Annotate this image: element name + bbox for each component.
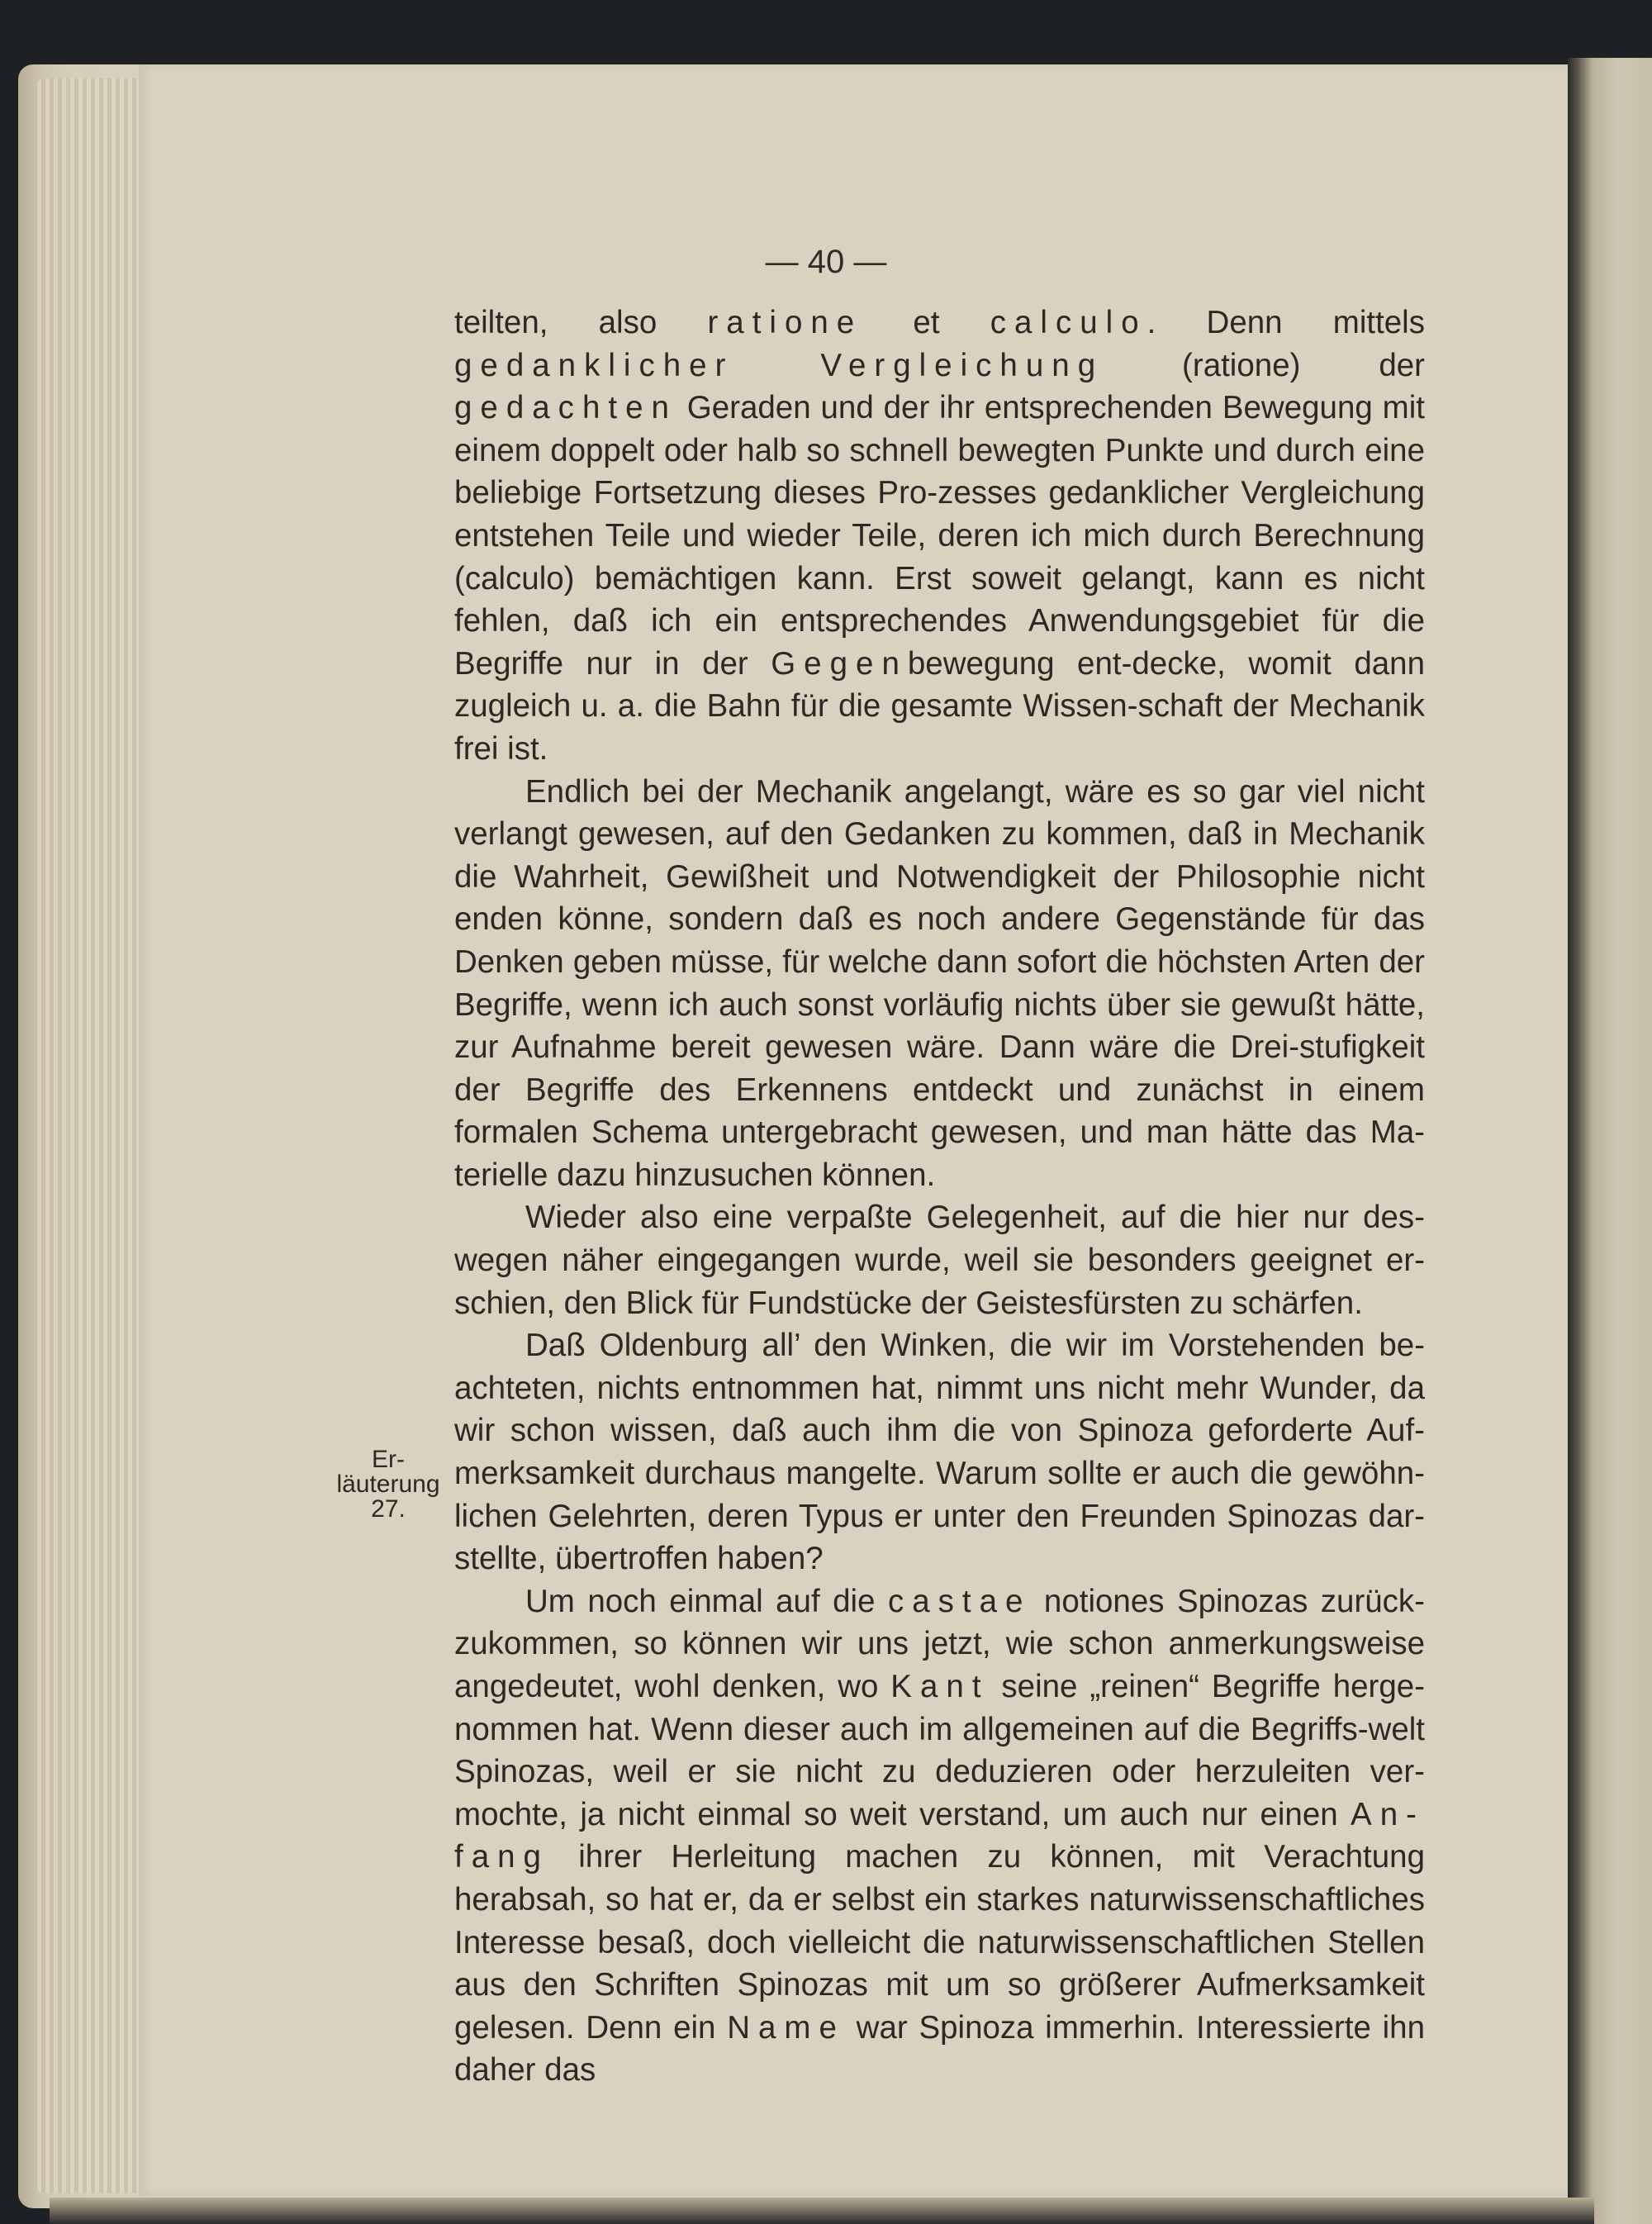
text-run: Um noch einmal auf die bbox=[525, 1583, 888, 1619]
text-run: ihrer Herleitung machen zu können, mit Verachtung herabsah, so hat er, da er selbst ein starkes naturwissenschaftliches Interesse besaß, doch vielleicht die naturwissenschaftlichen Stellen aus den Schriften Spinozas mit um so größerer Aufmerksamkeit gelesen. Denn ein bbox=[454, 1839, 1425, 2046]
body-text bbox=[454, 302, 1425, 2092]
spaced-emphasis: gedachten bbox=[454, 390, 677, 426]
bottom-shadow bbox=[50, 2198, 1594, 2224]
spaced-emphasis: Gegen bbox=[771, 645, 908, 682]
paragraph bbox=[454, 771, 1425, 1197]
margin-note-line: Er- bbox=[372, 1446, 405, 1473]
page-number: — 40 — bbox=[765, 244, 887, 280]
margin-note bbox=[330, 1447, 446, 1522]
spaced-emphasis: Name bbox=[727, 2009, 845, 2046]
spaced-emphasis: Kant bbox=[890, 1669, 990, 1704]
paragraph bbox=[454, 1580, 1425, 2092]
paragraph bbox=[454, 1324, 1425, 1580]
text-run: teilten, also bbox=[454, 305, 708, 340]
margin-note-line: läuterung bbox=[336, 1471, 440, 1498]
paragraph bbox=[454, 302, 1425, 771]
text-run: seine „reinen“ Begriffe herge-nommen hat. Wenn dieser auch im allgemeinen auf die Begriffs-welt Spinozas, weil er sie nicht zu deduzieren oder herzuleiten ver-mochte, ja nicht einmal so weit verstand, um auch nur einen bbox=[454, 1669, 1425, 1832]
text-run: Wieder also eine verpaßte Gelegenheit, auf die hier nur des-wegen näher eingegangen wurde, weil sie besonders geeignet er-schien, den Blick für Fundstücke der Geistesfürsten zu schärfen. bbox=[454, 1200, 1425, 1321]
spaced-emphasis: calculo bbox=[990, 305, 1147, 340]
book-gutter bbox=[1568, 58, 1652, 2224]
margin-note-line: 27. bbox=[371, 1495, 406, 1523]
text-run: Geraden und der ihr entsprechenden Bewegung mit einem doppelt oder halb so schnell bewegten Punkte und durch eine beliebige Fortsetzung dieses Pro-zesses gedanklicher Vergleichung entstehen Teile und wieder Teile, deren ich mich durch Berechnung (calculo) bemächtigen kann. Erst soweit gelangt, kann es nicht fehlen, daß ich ein entsprechendes Anwendungsgebiet für die Begriffe nur in der bbox=[454, 390, 1425, 682]
text-run: . Denn mittels bbox=[1146, 305, 1425, 340]
text-run: war Spinoza immerhin. Interessierte ihn daher das bbox=[454, 2009, 1425, 2089]
text-run: et bbox=[862, 305, 990, 340]
spaced-emphasis: An-fang bbox=[454, 1796, 1425, 1875]
spaced-emphasis: castae bbox=[887, 1583, 1032, 1619]
text-run: notiones Spinozas zurück-zukommen, so können wir uns jetzt, wie schon anmerkungsweise angedeutet, wohl denken, wo bbox=[454, 1583, 1425, 1704]
spaced-emphasis: gedanklicher Vergleichung bbox=[454, 347, 1104, 383]
page-edges bbox=[33, 78, 140, 2193]
paragraph bbox=[454, 1196, 1425, 1324]
spaced-emphasis: ratione bbox=[707, 305, 863, 340]
text-run: bewegung ent-decke, womit dann zugleich u. a. die Bahn für die gesamte Wissen-schaft der Mechanik frei ist. bbox=[454, 645, 1425, 767]
text-run: Daß Oldenburg all’ den Winken, die wir im Vorstehenden be-achteten, nichts entnommen hat, nimmt uns nicht mehr Wunder, da wir schon wissen, daß auch ihm die von Spinoza geforderte Auf-merksamkeit durchaus mangelte. Warum sollte er auch die gewöhn-lichen Gelehrten, deren Typus er unter den Freunden Spinozas dar-stellte, übertroffen haben? bbox=[454, 1328, 1425, 1577]
text-run: (ratione) der bbox=[1104, 347, 1426, 383]
text-run: Endlich bei der Mechanik angelangt, wäre es so gar viel nicht verlangt gewesen, auf den Gedanken zu kommen, daß in Mechanik die Wahrheit, Gewißheit und Notwendigkeit der Philosophie nicht enden könne, sondern daß es noch andere Gegenstände für das Denken geben müsse, für welche dann sofort die höchsten Arten der Begriffe, wenn ich auch sonst vorläufig nichts über sie gewußt hätte, zur Aufnahme bereit gewesen wäre. Dann wäre die Drei-stufigkeit der Begriffe des Erkennens entdeckt und zunächst in einem formalen Schema untergebracht gewesen, und man hätte das Ma-terielle dazu hinzusuchen können. bbox=[454, 773, 1425, 1193]
